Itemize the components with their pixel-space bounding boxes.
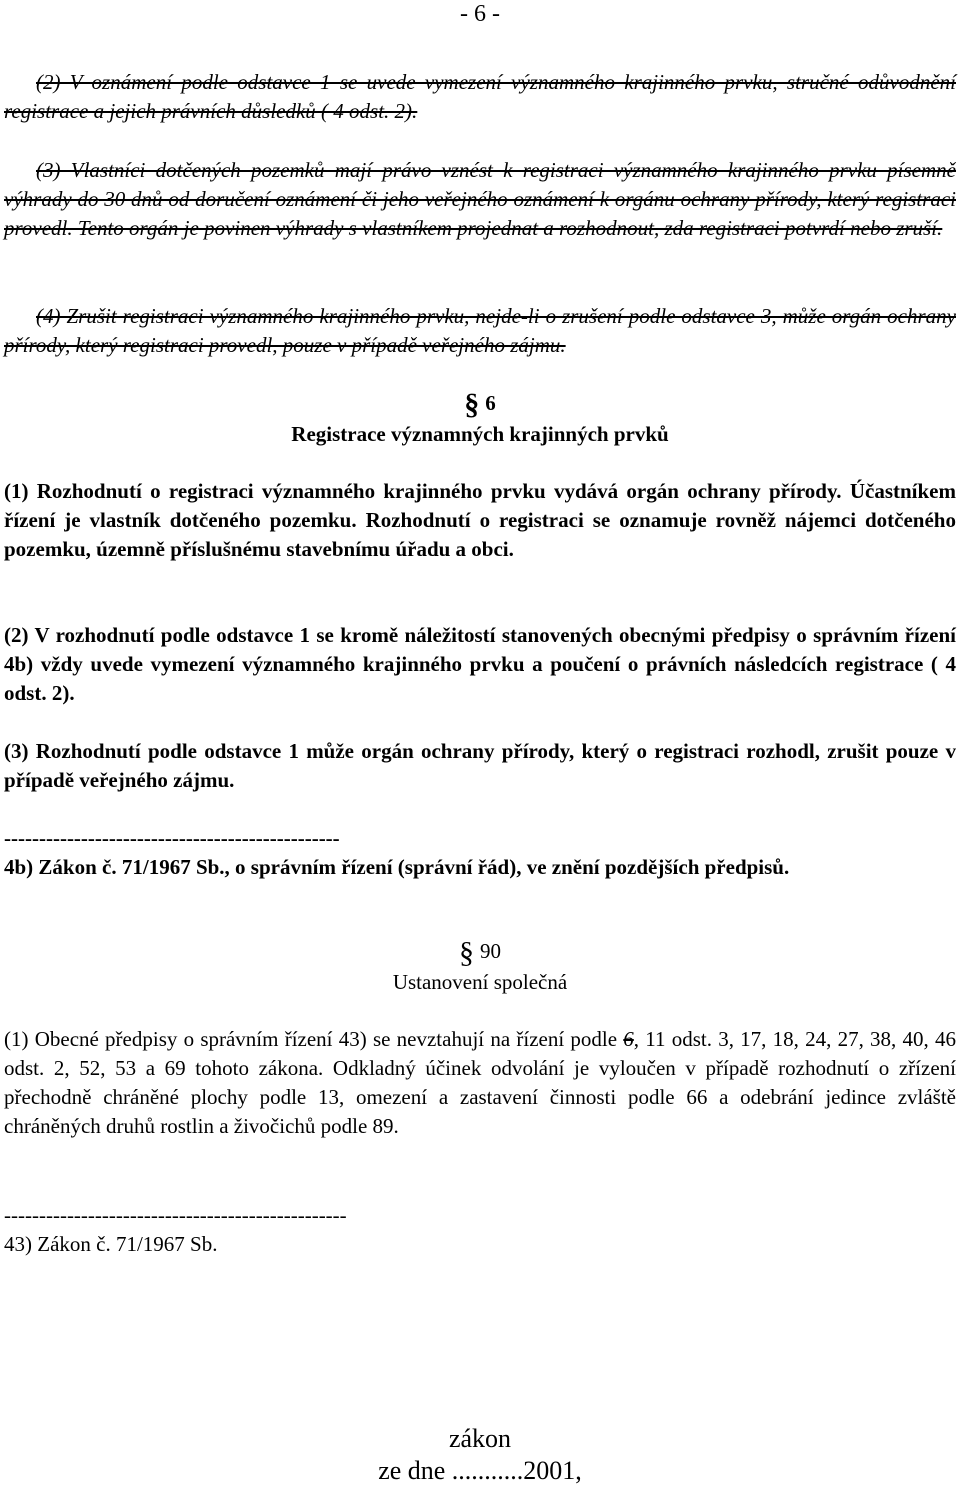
section-90-heading [4,937,956,967]
section-6-title: Registrace významných krajinných prvků [291,422,669,446]
section-sign-icon: § [464,388,480,421]
footer-law-label: zákon [448,1424,512,1453]
section-6-paragraph-3: (3) Rozhodnutí podle odstavce 1 může orgán ochrany přírody, který o registraci rozhodl, zrušit pouze v případě veřejného zájmu. [4,739,956,792]
struck-paragraph-4 [4,302,956,360]
page-number: - 6 - [460,1,500,27]
section-90-title: Ustanovení společná [392,970,568,994]
section-90-p1-part-a: (1) Obecné předpisy o správním řízení 43) se nevztahují na řízení podle [4,1027,624,1051]
struck-paragraph-4-text: (4) Zrušit registraci významného krajinného prvku, nejde-li o zrušení podle odstavce 3, může orgán ochrany přírody, který registraci provedl, pouze v případě veřejného zájmu. [4,304,956,357]
section-6-paragraph-2: (2) V rozhodnutí podle odstavce 1 se kromě náležitostí stanovených obecnými předpisy o správním řízení 4b) vždy uvede vymezení významného krajinného prvku a poučení o právních následcích registrace ( 4 odst. 2). [4,623,956,705]
section-sign-icon: § [459,936,474,969]
footnote-4b: 4b) Zákon č. 71/1967 Sb., o správním řízení (správní řád), ve znění pozdějších předpisů. [4,855,790,879]
struck-paragraph-3-text: (3) Vlastníci dotčených pozemků mají právo vznést k registraci významného krajinného prvku písemně výhrady do 30 dnů od doručení oznámení či jeho veřejného oznámení k orgánu ochrany přírody, který registraci provedl. Tento orgán je povinen výhrady s vlastníkem projednat a rozhodnout, zda registraci potvrdí nebo zruší. [4,158,956,240]
section-90-p1-struck-ref: 6 [623,1027,634,1051]
footnote-43: 43) Zákon č. 71/1967 Sb. [4,1232,218,1256]
section-6-heading [4,389,956,419]
struck-paragraph-2 [4,68,956,126]
footnote-separator-2: ------------------------------------------------- [4,1203,347,1227]
struck-paragraph-2-text: (2) V oznámení podle odstavce 1 se uvede vymezení významného krajinného prvku, stručné odůvodnění registrace a jejich právních důsledků ( 4 odst. 2). [4,70,956,123]
section-6-paragraph-1: (1) Rozhodnutí o registraci významného krajinného prvku vydává orgán ochrany přírody. Účastníkem řízení je vlastník dotčeného pozemku. Rozhodnutí o registraci se oznamuje rovněž nájemci dotčeného pozemku, územně příslušnému stavebnímu úřadu a obci. [4,479,956,561]
footnote-separator-1: ------------------------------------------------ [4,826,340,850]
section-90-number: 90 [480,939,501,963]
section-90-paragraph-1 [4,1025,956,1141]
section-6-number: 6 [485,391,496,415]
section-90-p1-part-b: , 11 odst. 3, 17, 18, 24, 27, 38, 40, 46 odst. 2, 52, 53 a 69 tohoto zákona. Odkladný účinek odvolání je vyloučen v případě rozhodnutí o zřízení přechodně chráněné plochy podle 13, omezení a zastavení činnosti podle 66 a odebrání jedince zvláště chráněných druhů rostlin a živočichů podle 89. [4,1027,956,1138]
footer-date-line: ze dne ...........2001, [378,1456,582,1485]
struck-paragraph-3 [4,156,956,243]
